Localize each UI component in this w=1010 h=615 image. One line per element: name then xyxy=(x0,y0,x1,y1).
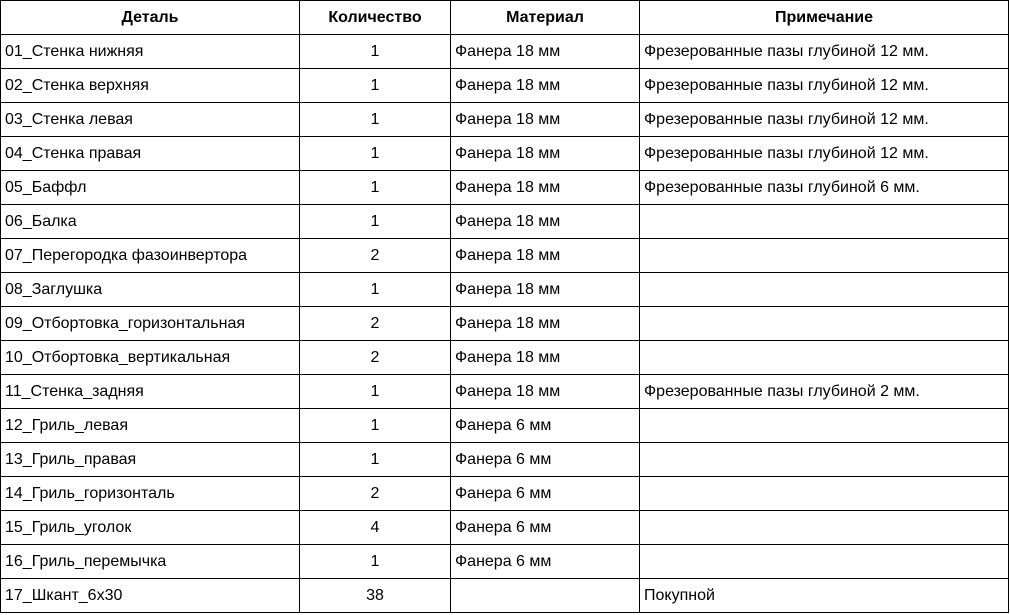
cell-note[interactable] xyxy=(640,477,1009,511)
cell-part[interactable]: 16_Гриль_перемычка xyxy=(1,545,300,579)
table-row xyxy=(1,341,1009,375)
cell-quantity[interactable]: 2 xyxy=(300,307,451,341)
cell-quantity[interactable]: 4 xyxy=(300,511,451,545)
cell-part[interactable]: 08_Заглушка xyxy=(1,273,300,307)
cell-quantity[interactable]: 1 xyxy=(300,205,451,239)
cell-quantity[interactable]: 1 xyxy=(300,545,451,579)
cell-material[interactable]: Фанера 18 мм xyxy=(451,273,640,307)
cell-note[interactable]: Фрезерованные пазы глубиной 12 мм. xyxy=(640,103,1009,137)
cell-part[interactable]: 12_Гриль_левая xyxy=(1,409,300,443)
cell-note[interactable] xyxy=(640,511,1009,545)
cell-material[interactable]: Фанера 6 мм xyxy=(451,409,640,443)
cell-part[interactable]: 03_Стенка левая xyxy=(1,103,300,137)
table-row xyxy=(1,511,1009,545)
cell-part[interactable]: 14_Гриль_горизонталь xyxy=(1,477,300,511)
cell-part[interactable]: 10_Отбортовка_вертикальная xyxy=(1,341,300,375)
table-row xyxy=(1,443,1009,477)
cell-part[interactable]: 06_Балка xyxy=(1,205,300,239)
cell-material[interactable]: Фанера 18 мм xyxy=(451,239,640,273)
cell-part[interactable]: 07_Перегородка фазоинвертора xyxy=(1,239,300,273)
cell-quantity[interactable]: 1 xyxy=(300,103,451,137)
cell-quantity[interactable]: 1 xyxy=(300,137,451,171)
cell-note[interactable] xyxy=(640,307,1009,341)
cell-quantity[interactable]: 1 xyxy=(300,273,451,307)
cell-note[interactable] xyxy=(640,545,1009,579)
table-row xyxy=(1,171,1009,205)
cell-quantity[interactable]: 1 xyxy=(300,443,451,477)
cell-part[interactable]: 17_Шкант_6х30 xyxy=(1,579,300,613)
cell-material[interactable]: Фанера 6 мм xyxy=(451,477,640,511)
table-row xyxy=(1,35,1009,69)
header-cell-quantity[interactable]: Количество xyxy=(300,1,451,35)
cell-note[interactable] xyxy=(640,443,1009,477)
header-row xyxy=(1,1,1009,35)
cell-note[interactable] xyxy=(640,239,1009,273)
cell-material[interactable]: Фанера 18 мм xyxy=(451,103,640,137)
cell-note[interactable] xyxy=(640,341,1009,375)
cell-material[interactable]: Фанера 6 мм xyxy=(451,511,640,545)
table-row xyxy=(1,239,1009,273)
cell-part[interactable]: 13_Гриль_правая xyxy=(1,443,300,477)
cell-material[interactable]: Фанера 18 мм xyxy=(451,69,640,103)
cell-note[interactable] xyxy=(640,273,1009,307)
cell-material[interactable]: Фанера 6 мм xyxy=(451,443,640,477)
cell-material[interactable] xyxy=(451,579,640,613)
cell-part[interactable]: 09_Отбортовка_горизонтальная xyxy=(1,307,300,341)
cell-note[interactable]: Фрезерованные пазы глубиной 12 мм. xyxy=(640,137,1009,171)
cell-quantity[interactable]: 38 xyxy=(300,579,451,613)
cell-quantity[interactable]: 1 xyxy=(300,171,451,205)
cell-note[interactable]: Фрезерованные пазы глубиной 12 мм. xyxy=(640,69,1009,103)
table-row xyxy=(1,579,1009,613)
cell-material[interactable]: Фанера 6 мм xyxy=(451,545,640,579)
cell-part[interactable]: 15_Гриль_уголок xyxy=(1,511,300,545)
cell-quantity[interactable]: 2 xyxy=(300,341,451,375)
cell-part[interactable]: 11_Стенка_задняя xyxy=(1,375,300,409)
cell-material[interactable]: Фанера 18 мм xyxy=(451,205,640,239)
cell-material[interactable]: Фанера 18 мм xyxy=(451,341,640,375)
cell-material[interactable]: Фанера 18 мм xyxy=(451,375,640,409)
table-row xyxy=(1,375,1009,409)
cell-note[interactable]: Фрезерованные пазы глубиной 2 мм. xyxy=(640,375,1009,409)
table-row xyxy=(1,69,1009,103)
cell-note[interactable] xyxy=(640,205,1009,239)
cell-quantity[interactable]: 1 xyxy=(300,409,451,443)
cell-material[interactable]: Фанера 18 мм xyxy=(451,171,640,205)
cell-quantity[interactable]: 1 xyxy=(300,35,451,69)
cell-quantity[interactable]: 1 xyxy=(300,69,451,103)
cell-note[interactable]: Фрезерованные пазы глубиной 12 мм. xyxy=(640,35,1009,69)
table-row xyxy=(1,545,1009,579)
cell-material[interactable]: Фанера 18 мм xyxy=(451,35,640,69)
header-cell-note[interactable]: Примечание xyxy=(640,1,1009,35)
table-row xyxy=(1,137,1009,171)
cell-note[interactable]: Фрезерованные пазы глубиной 6 мм. xyxy=(640,171,1009,205)
table-row xyxy=(1,205,1009,239)
cell-part[interactable]: 01_Стенка нижняя xyxy=(1,35,300,69)
table-row xyxy=(1,273,1009,307)
header-cell-material[interactable]: Материал xyxy=(451,1,640,35)
cell-part[interactable]: 05_Баффл xyxy=(1,171,300,205)
table-row xyxy=(1,409,1009,443)
table-row xyxy=(1,477,1009,511)
table-row xyxy=(1,103,1009,137)
table-row xyxy=(1,307,1009,341)
cell-material[interactable]: Фанера 18 мм xyxy=(451,307,640,341)
cell-part[interactable]: 04_Стенка правая xyxy=(1,137,300,171)
cell-quantity[interactable]: 2 xyxy=(300,477,451,511)
cell-quantity[interactable]: 2 xyxy=(300,239,451,273)
header-cell-part[interactable]: Деталь xyxy=(1,1,300,35)
cell-note[interactable] xyxy=(640,409,1009,443)
cell-note[interactable]: Покупной xyxy=(640,579,1009,613)
cell-quantity[interactable]: 1 xyxy=(300,375,451,409)
cell-part[interactable]: 02_Стенка верхняя xyxy=(1,69,300,103)
cell-material[interactable]: Фанера 18 мм xyxy=(451,137,640,171)
